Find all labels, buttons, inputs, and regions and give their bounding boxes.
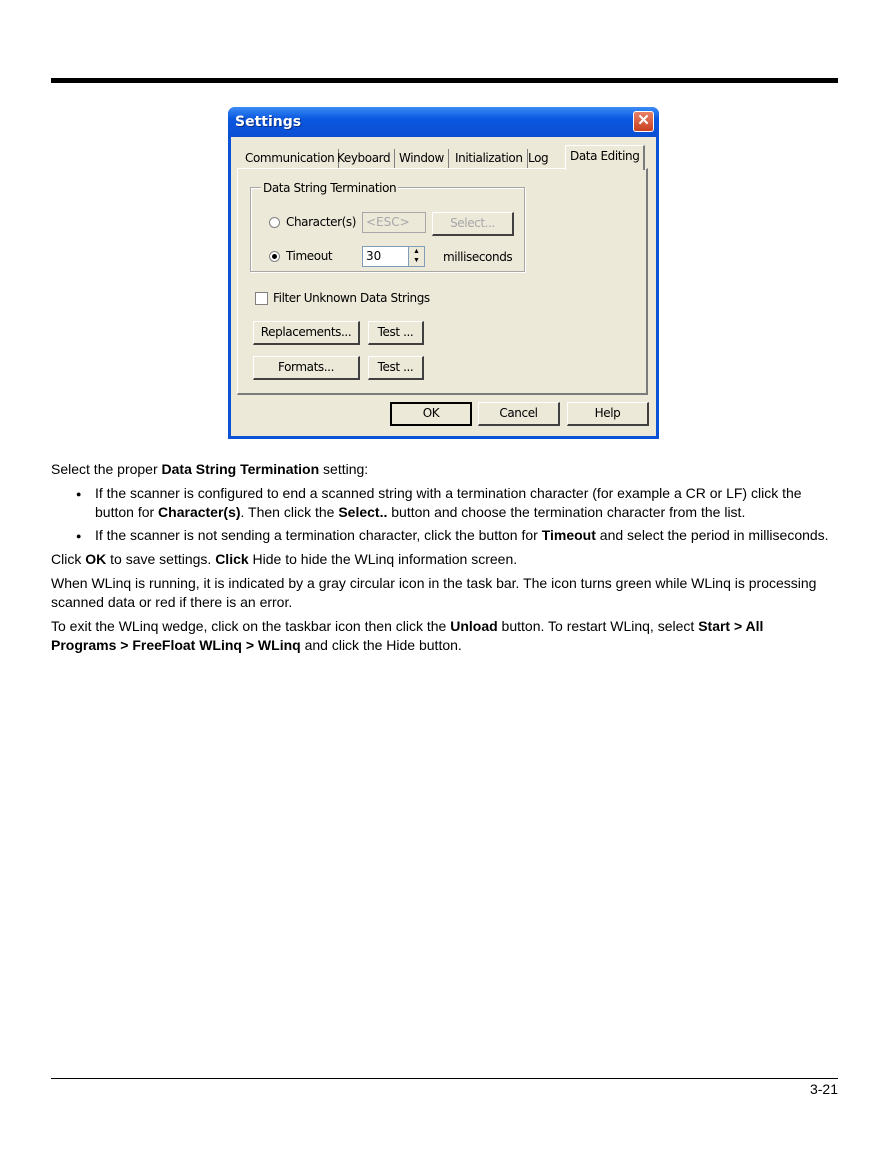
bullet1-text-mid: . Then click the	[240, 504, 339, 520]
dialog-client	[231, 137, 656, 436]
click-bold-ok: OK	[85, 551, 107, 567]
bullet1-text-end: button and choose the termination character from the list.	[387, 504, 746, 520]
character-field[interactable]: <ESC>	[362, 212, 426, 233]
bullet1-text: If the scanner is configured to end a scanned string with a termination character (for example a CR or LF) click the button for	[95, 485, 802, 520]
bullet1-bold-select: Select..	[338, 504, 388, 520]
timeout-spinner[interactable]: ▲ ▼	[408, 246, 425, 267]
tab-data-editing[interactable]: Data Editing	[565, 145, 645, 170]
tab-log[interactable]: Log	[528, 151, 549, 165]
exit-text: To exit the WLinq wedge, click on the taskbar icon then click the	[51, 618, 451, 634]
bullet-marker: ●	[76, 531, 82, 541]
termination-group-title: Data String Termination	[263, 181, 397, 195]
click-bold-click: Click	[215, 551, 249, 567]
bullet2-text: If the scanner is not sending a termination character, click the button for	[95, 527, 542, 543]
timeout-radio[interactable]	[269, 251, 280, 262]
click-text-mid: to save settings.	[106, 551, 216, 567]
bullet2-bold-timeout: Timeout	[541, 527, 596, 543]
filter-checkbox[interactable]	[255, 292, 268, 305]
intro-text-end: setting:	[319, 461, 369, 477]
exit-text-end: and click the Hide button.	[300, 637, 462, 653]
bullet-timeout	[95, 526, 840, 545]
exit-paragraph	[51, 617, 811, 655]
bullet1-bold-character: Character(s)	[158, 504, 241, 520]
character-label: Character(s)	[286, 215, 357, 229]
click-text: Click	[51, 551, 86, 567]
exit-text-mid: button. To restart WLinq, select	[497, 618, 699, 634]
tab-communication[interactable]: Communication	[241, 149, 339, 168]
replacements-button[interactable]: Replacements...	[253, 321, 360, 345]
running-paragraph: When WLinq is running, it is indicated by a gray circular icon in the task bar. The icon turns green while WLinq is processing scanned data or red if there is an error.	[51, 575, 817, 610]
cancel-button[interactable]: Cancel	[478, 402, 560, 426]
click-ok-paragraph	[51, 550, 841, 569]
exit-bold-path: Start > All Programs > FreeFloat WLinq > WLinq	[51, 618, 764, 653]
click-text-end: Hide to hide the WLinq information screen.	[248, 551, 518, 567]
page-number: 3-21	[809, 1081, 838, 1097]
tab-initialization[interactable]: Initialization	[451, 149, 528, 168]
intro-bold: Data String Termination	[161, 461, 320, 477]
timeout-input[interactable]: 30	[362, 246, 410, 267]
test-replacements-button[interactable]: Test ...	[368, 321, 424, 345]
bullet-character	[95, 484, 840, 522]
bullet-marker: ●	[76, 489, 82, 499]
formats-button[interactable]: Formats...	[253, 356, 360, 380]
dialog-titlebar[interactable]	[228, 107, 659, 137]
character-radio[interactable]	[269, 217, 280, 228]
header-rule	[51, 78, 838, 83]
timeout-unit-label: milliseconds	[443, 250, 513, 264]
footer-rule	[51, 1078, 838, 1079]
ok-button[interactable]: OK	[390, 402, 472, 426]
close-icon[interactable]: ✕	[633, 111, 654, 132]
intro-text: Select the proper	[51, 461, 162, 477]
intro-paragraph	[51, 460, 841, 479]
select-button[interactable]: Select...	[432, 212, 514, 236]
tab-keyboard[interactable]: Keyboard	[333, 149, 395, 168]
tab-window[interactable]: Window	[395, 149, 449, 168]
help-button[interactable]: Help	[567, 402, 649, 426]
test-formats-button[interactable]: Test ...	[368, 356, 424, 380]
filter-label: Filter Unknown Data Strings	[273, 291, 430, 305]
dialog-title: Settings	[235, 114, 302, 130]
settings-dialog	[228, 107, 659, 439]
bullet2-text-end: and select the period in milliseconds.	[595, 527, 829, 543]
timeout-label: Timeout	[286, 249, 333, 263]
exit-bold-unload: Unload	[450, 618, 498, 634]
